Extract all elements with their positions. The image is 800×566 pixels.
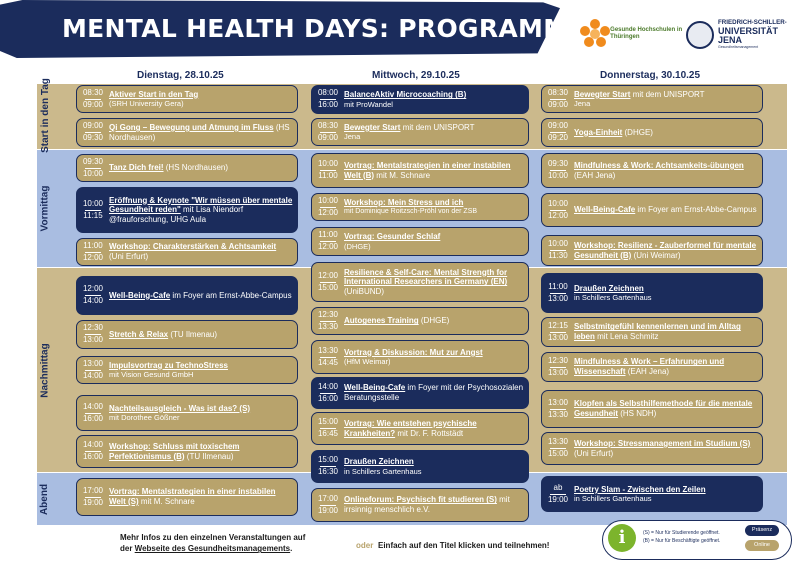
event-end-time: 09:30 — [82, 133, 104, 142]
event-subtitle: (HfM Weimar) — [344, 357, 391, 367]
event-card-tue-3 — [76, 187, 298, 233]
event-card-tue-6 — [76, 320, 298, 349]
event-card-thu-3 — [541, 193, 763, 227]
event-card-thu-2 — [541, 153, 763, 188]
event-start-time: 09:30 — [547, 159, 569, 169]
event-time — [542, 121, 574, 144]
event-time — [77, 486, 109, 509]
event-details: (EAH Jena) — [625, 367, 670, 376]
event-time — [312, 88, 344, 111]
event-start-time: 08:30 — [317, 120, 339, 130]
event-title-link[interactable]: Vortrag: Mentalstrategien in einer instabilen Welt (S) — [109, 487, 276, 506]
event-start-time: ab — [553, 482, 563, 492]
event-details: (TU Ilmenau) — [184, 451, 234, 461]
event-start-time: 11:00 — [83, 240, 103, 250]
event-time — [312, 417, 344, 440]
event-details: mit Dr. F. Rottstädt — [395, 428, 464, 438]
event-end-time: 09:00 — [317, 132, 339, 142]
event-card-thu-9 — [541, 432, 763, 465]
event-time — [77, 157, 109, 180]
event-time — [542, 88, 574, 111]
event-title-link[interactable]: Tanz Dich frei! — [109, 163, 164, 173]
event-card-thu-4 — [541, 235, 763, 266]
event-end-time: 09:00 — [547, 99, 569, 109]
event-time — [77, 241, 109, 264]
event-start-time: 10:00 — [317, 195, 339, 205]
event-start-time: 09:00 — [547, 121, 569, 131]
event-start-time: 09:30 — [82, 156, 104, 166]
event-card-tue-2 — [76, 154, 298, 182]
event-time — [542, 199, 574, 222]
event-card-tue-7 — [76, 356, 298, 384]
event-time — [542, 159, 574, 182]
event-end-time: 15:00 — [547, 449, 569, 458]
event-details: mit M. Schnare — [374, 170, 431, 180]
event-start-time: 08:30 — [547, 87, 569, 97]
footer-info: Mehr Infos zu den einzelnen Veranstaltungen auf der Webseite des Gesundheitsmanagements. — [120, 533, 306, 554]
event-card-thu-7 — [541, 352, 763, 382]
event-end-time: 16:30 — [317, 467, 339, 476]
event-end-time: 12:00 — [317, 207, 339, 217]
event-end-time: 14:00 — [82, 296, 104, 305]
event-title-link[interactable]: Stretch & Relax — [109, 329, 169, 339]
event-details: (UniBUND) — [344, 286, 384, 296]
website-link[interactable]: Webseite des Gesundheitsmanagements — [134, 544, 291, 554]
event-start-time: 15:00 — [317, 417, 339, 427]
event-card-tue-10 — [76, 478, 298, 516]
event-card-thu-8 — [541, 390, 763, 428]
event-start-time: 12:15 — [547, 320, 569, 330]
event-time — [77, 121, 109, 144]
event-title-link[interactable]: Aktiver Start in den Tag — [109, 89, 199, 99]
event-title-link[interactable]: Workshop: Charakterstärken & Achtsamkeit — [109, 242, 277, 252]
event-card-wed-5 — [311, 262, 529, 302]
event-card-tue-0 — [76, 85, 298, 113]
logo1-text: Gesunde Hochschulen in Thüringen — [610, 27, 683, 40]
event-end-time: 15:00 — [317, 282, 339, 292]
event-end-time: 13:30 — [317, 321, 339, 331]
event-end-time: 12:00 — [317, 242, 339, 251]
event-card-wed-6 — [311, 307, 529, 335]
event-title-link[interactable]: Well-Being-Cafe — [574, 205, 636, 215]
event-details: (Uni Erfurt) — [574, 448, 614, 458]
event-end-time: 11:30 — [548, 251, 568, 260]
event-title-link[interactable]: Autogenes Training — [344, 316, 419, 326]
event-time — [77, 88, 109, 111]
event-end-time: 13:00 — [547, 332, 569, 342]
event-end-time: 16:45 — [317, 429, 339, 438]
page-title: MENTAL HEALTH DAYS: PROGRAMM — [62, 14, 569, 43]
event-end-time: 13:00 — [547, 367, 569, 377]
event-start-time: 17:00 — [82, 485, 104, 495]
event-card-tue-9 — [76, 435, 298, 468]
event-card-thu-1 — [541, 118, 763, 147]
event-end-time: 13:00 — [547, 293, 569, 303]
event-start-time: 09:00 — [82, 121, 104, 131]
section-label-vormittag: Vormittag — [39, 185, 51, 232]
info-icon: i — [608, 524, 636, 552]
event-time — [542, 239, 574, 262]
event-details: (HS Nordhausen) — [163, 163, 229, 173]
event-title-link[interactable]: Qi Gong – Bewegung und Atmung im Fluss — [109, 122, 274, 132]
event-card-tue-1 — [76, 118, 298, 147]
legend-praesenz: Präsenz — [745, 525, 779, 536]
event-title-link[interactable]: Eröffnung & Keynote "Wir müssen über mentale Gesundheit reden" — [109, 195, 293, 215]
event-time — [312, 455, 344, 478]
event-end-time: 13:00 — [82, 335, 104, 344]
event-title-link[interactable]: Workshop: Resilienz - Zauberformel für mentale Gesundheit (B) — [574, 240, 757, 260]
event-end-time: 14:45 — [317, 357, 339, 367]
event-card-wed-8 — [311, 377, 529, 409]
event-title-link[interactable]: Well-Being-Cafe — [344, 383, 406, 393]
event-start-time: 17:00 — [317, 493, 339, 503]
event-details: im Foyer am Ernst-Abbe-Campus — [635, 205, 757, 215]
event-title-link[interactable]: Draußen Zeichnen — [344, 457, 414, 467]
event-start-time: 11:00 — [318, 230, 338, 240]
event-end-time: 16:00 — [317, 100, 339, 109]
event-start-time: 14:00 — [317, 381, 339, 391]
event-time — [542, 398, 574, 421]
event-details: im Foyer am Ernst-Abbe-Campus — [170, 290, 292, 300]
event-title-link[interactable]: Klopfen als Selbsthilfemethode für die mentale Gesundheit — [574, 399, 753, 418]
event-title-link[interactable]: BalanceAktiv Microcoaching (B) — [344, 90, 467, 100]
event-title-link[interactable]: Vortrag: Wie entstehen psychische Krankheiten? — [344, 418, 477, 438]
event-end-time: 16:00 — [317, 393, 339, 403]
event-card-wed-3 — [311, 193, 529, 221]
event-end-time: 19:00 — [547, 494, 569, 504]
event-time — [542, 483, 574, 506]
footer-oder: oder — [356, 541, 374, 550]
event-time — [542, 321, 574, 344]
event-start-time: 12:30 — [82, 323, 104, 333]
event-details: (Uni Weimar) — [631, 250, 681, 260]
event-end-time: 11:15 — [83, 210, 103, 220]
event-time — [77, 323, 109, 346]
event-title-link[interactable]: Resilience & Self-Care: Mental Strength for International Researchers in Germany (EN) — [344, 267, 508, 287]
event-end-time: 12:00 — [547, 210, 569, 220]
section-label-abend: Abend — [39, 483, 51, 515]
event-title-link[interactable]: Vortrag & Diskussion: Mut zur Angst — [344, 347, 483, 357]
event-subtitle: Jena — [344, 132, 361, 142]
event-time — [312, 230, 344, 253]
event-end-time: 13:30 — [547, 409, 569, 419]
event-end-time: 09:00 — [82, 99, 104, 109]
gesunde-hochschulen-logo — [580, 20, 700, 48]
event-start-time: 12:00 — [317, 270, 339, 280]
event-card-wed-11 — [311, 488, 529, 522]
event-card-wed-7 — [311, 340, 529, 374]
event-time — [312, 494, 344, 517]
logo2-line4: Gesundheitsmanagement — [718, 45, 759, 50]
event-start-time: 10:00 — [547, 198, 569, 208]
event-title-link[interactable]: Mindfulness & Work – Erfahrungen und Wissenschaft — [574, 357, 725, 376]
event-subtitle: Jena — [574, 99, 591, 109]
event-start-time: 14:00 — [82, 401, 104, 411]
event-subtitle: (DHGE) — [344, 241, 371, 251]
logo2-line3: JENA — [718, 35, 743, 46]
event-end-time: 19:00 — [317, 505, 339, 515]
event-title-link[interactable]: Vortrag: Mentalstrategien in einer instabilen Welt (B) — [344, 160, 511, 180]
event-time — [312, 159, 344, 182]
event-title-link[interactable]: Impulsvortrag zu TechnoStress — [109, 360, 228, 370]
event-subtitle: mit Dominique Roitzsch-Pröhl von der ZSB — [344, 207, 478, 215]
event-title-link[interactable]: Yoga-Einheit — [574, 127, 623, 137]
event-time — [77, 199, 109, 222]
flower-icon — [580, 19, 606, 49]
event-details: (EAH Jena) — [574, 170, 616, 180]
event-details: (HS NDH) — [618, 409, 657, 418]
section-label-start: Start in den Tag — [39, 77, 51, 153]
event-end-time: 11:00 — [318, 171, 338, 180]
event-details: im Foyer mit der Psychosozialen Beratungsstelle — [344, 383, 524, 402]
event-start-time: 13:30 — [547, 437, 569, 447]
event-start-time: 12:30 — [317, 309, 339, 319]
event-end-time: 16:00 — [82, 413, 104, 423]
event-start-time: 10:00 — [82, 198, 104, 208]
event-title-link[interactable]: Bewegter Start — [344, 122, 401, 132]
logo2-line2: UNIVERSITÄT — [718, 25, 779, 36]
event-subtitle: in Schillers Gartenhaus — [344, 466, 422, 476]
day-header-tue: Dienstag, 28.10.25 — [137, 70, 224, 81]
event-start-time: 12:00 — [82, 284, 104, 294]
event-title-link[interactable]: Workshop: Stressmanagement im Studium (S) — [574, 438, 751, 448]
event-details: mit dem UNISPORT — [630, 89, 705, 99]
event-start-time: 08:00 — [317, 88, 339, 98]
event-title-link[interactable]: Nachteilsausgleich - Was ist das? (S) — [109, 403, 251, 413]
event-details: (HS Nordhausen) — [109, 122, 290, 142]
legend-online: Online — [745, 540, 779, 551]
event-card-thu-5 — [541, 273, 763, 313]
event-title-link[interactable]: Vortrag: Gesunder Schlaf — [344, 232, 441, 242]
event-card-wed-0 — [311, 85, 529, 114]
event-time — [77, 284, 109, 307]
event-start-time: 13:00 — [82, 358, 104, 368]
event-card-wed-10 — [311, 450, 529, 483]
event-title-link[interactable]: Bewegter Start — [574, 89, 631, 99]
event-start-time: 10:00 — [547, 239, 569, 249]
event-end-time: 16:00 — [82, 452, 104, 461]
event-start-time: 13:00 — [547, 397, 569, 407]
legend-text: (S) = Nur für Studierende geöffnet. (B) = Nur für Beschäftigte geöffnet. — [643, 530, 721, 544]
event-card-wed-9 — [311, 412, 529, 445]
event-start-time: 15:00 — [317, 455, 339, 465]
event-card-wed-2 — [311, 153, 529, 188]
event-time — [312, 121, 344, 144]
event-details: mit dem UNISPORT — [400, 122, 475, 132]
event-time — [542, 356, 574, 379]
event-title-link[interactable]: Well-Being-Cafe — [109, 290, 171, 300]
event-end-time: 10:00 — [547, 171, 569, 180]
event-end-time: 10:00 — [82, 168, 104, 178]
event-card-wed-1 — [311, 118, 529, 146]
event-details: mit M. Schnare — [138, 497, 195, 506]
day-header-wed: Mittwoch, 29.10.25 — [372, 70, 460, 81]
event-details: mit Lisa Niendorf @frauforschung, UHG Aula — [109, 205, 244, 224]
event-card-thu-0 — [541, 85, 763, 113]
event-card-thu-10 — [541, 476, 763, 512]
event-card-wed-4 — [311, 227, 529, 256]
event-details: (TU Ilmenau) — [168, 329, 218, 339]
event-time — [542, 437, 574, 460]
section-label-nachmittag: Nachmittag — [39, 342, 51, 398]
event-time — [77, 359, 109, 382]
event-time — [312, 382, 344, 405]
event-subtitle: in Schillers Gartenhaus — [574, 293, 652, 303]
event-details: mit Lena Schmitz — [594, 332, 659, 341]
event-card-tue-4 — [76, 238, 298, 266]
event-time — [312, 271, 344, 294]
event-card-tue-5 — [76, 276, 298, 315]
event-title-link[interactable]: Poetry Slam - Zwischen den Zeilen — [574, 484, 706, 494]
event-card-thu-6 — [541, 317, 763, 347]
event-time — [77, 402, 109, 425]
event-end-time: 14:00 — [82, 370, 104, 380]
day-header-thu: Donnerstag, 30.10.25 — [600, 70, 701, 81]
event-start-time: 14:00 — [82, 440, 104, 450]
event-start-time: 12:30 — [547, 355, 569, 365]
event-title-link[interactable]: Workshop: Schluss mit toxischem Perfektionismus (B) — [109, 441, 240, 461]
event-subtitle: mit Vision Gesund GmbH — [109, 370, 194, 380]
logo2-line1: FRIEDRICH-SCHILLER- — [718, 18, 787, 26]
event-title-link[interactable]: Selbstmitgefühl kennenlernen und im Alltag leben — [574, 322, 741, 341]
event-details: (DHGE) — [418, 316, 450, 326]
event-details: (Uni Erfurt) — [109, 252, 149, 261]
event-time — [77, 440, 109, 463]
event-start-time: 10:00 — [317, 159, 339, 169]
event-title-link[interactable]: Mindfulness & Work: Achtsamkeits-übungen — [574, 160, 744, 170]
event-time — [542, 282, 574, 305]
fsu-jena-logo — [686, 18, 798, 52]
event-details: mit irrsinnig menschlich e.V. — [344, 495, 510, 514]
event-subtitle: (SRH University Gera) — [109, 99, 184, 109]
event-subtitle: mit ProWandel — [344, 99, 393, 109]
event-start-time: 13:30 — [317, 345, 339, 355]
event-card-tue-8 — [76, 395, 298, 431]
event-time — [312, 310, 344, 333]
event-end-time: 19:00 — [82, 497, 104, 507]
event-end-time: 12:00 — [82, 252, 104, 262]
event-start-time: 08:30 — [82, 87, 104, 97]
event-title-link[interactable]: Workshop: Mein Stress und ich — [344, 198, 464, 207]
event-details: (DHGE) — [622, 127, 653, 137]
event-subtitle: in Schillers Gartenhaus — [574, 494, 652, 504]
university-seal-icon — [686, 21, 714, 49]
event-time — [312, 346, 344, 369]
event-title-link[interactable]: Draußen Zeichnen — [574, 283, 644, 293]
footer-click-hint: Einfach auf den Titel klicken und teilnehmen! — [378, 541, 550, 550]
event-title-link[interactable]: Onlineforum: Psychisch fit studieren (S) — [344, 495, 497, 505]
event-subtitle: mit Dorothee Gößner — [109, 413, 180, 423]
event-time — [312, 196, 344, 219]
event-end-time: 09:20 — [547, 133, 569, 142]
event-start-time: 11:00 — [548, 281, 568, 291]
